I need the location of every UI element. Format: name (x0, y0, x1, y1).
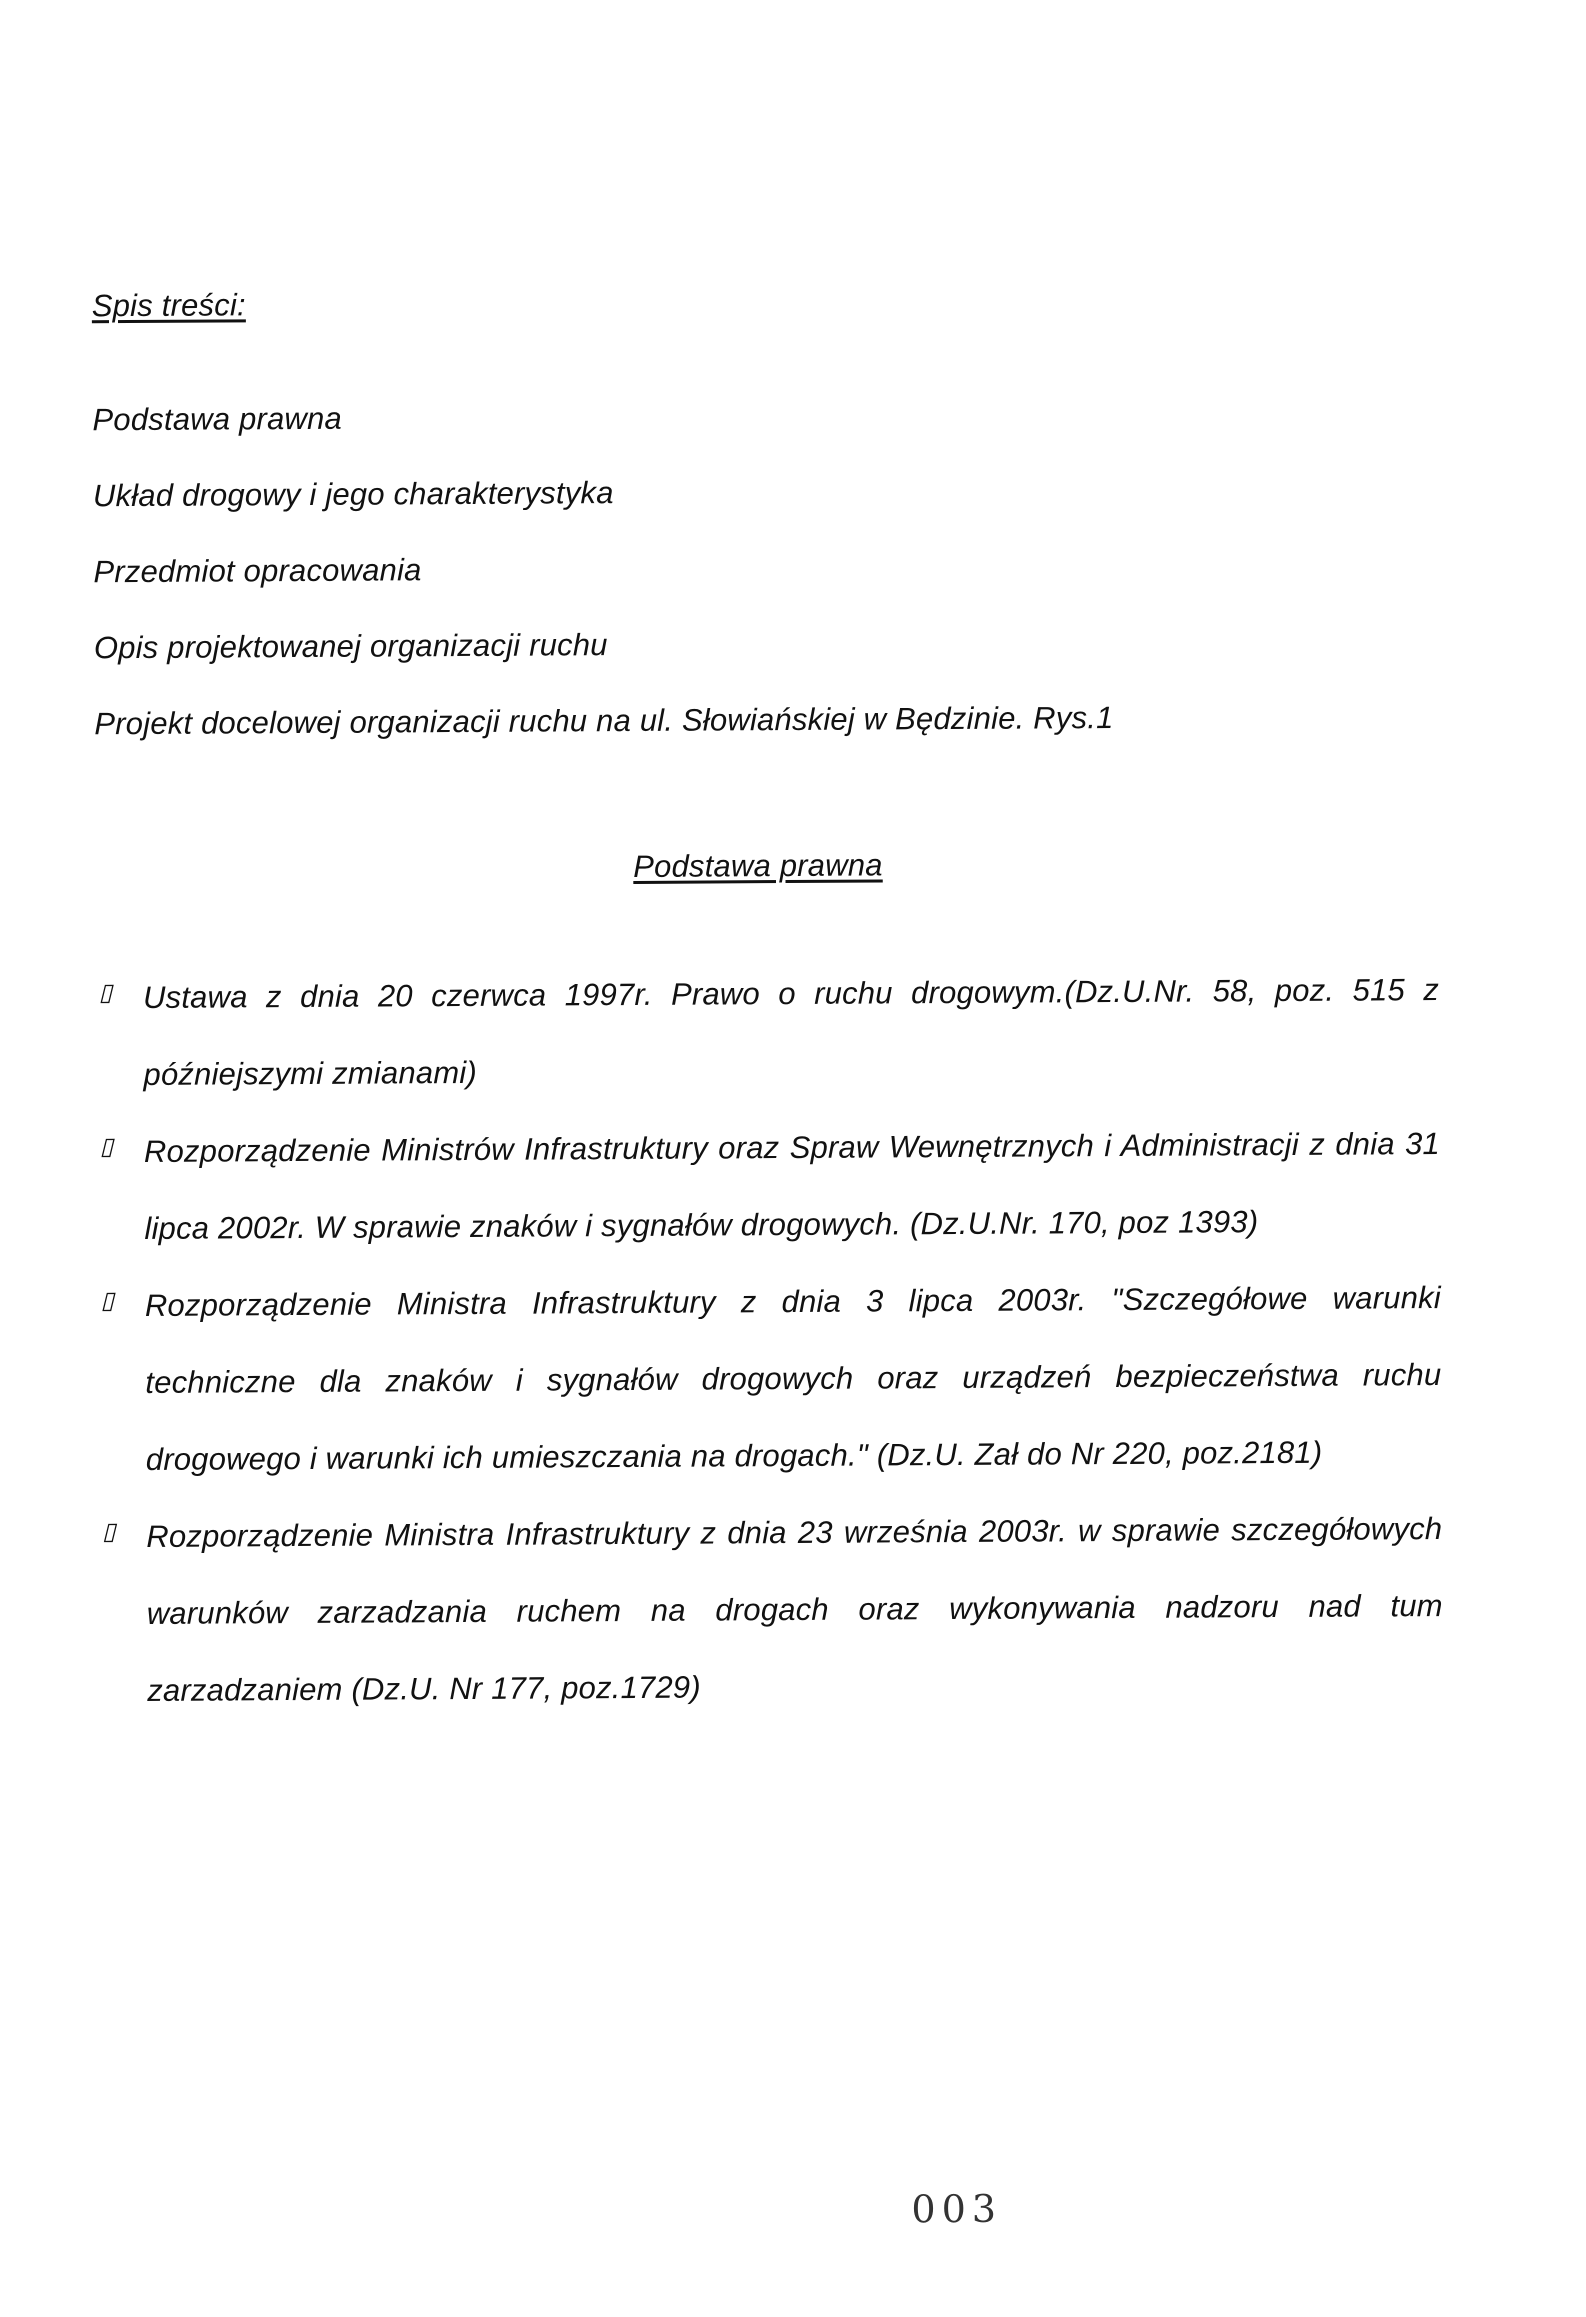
legal-basis-list (99, 951, 1444, 1729)
toc-item: Projekt docelowej organizacji ruchu na ul. Słowiańskiej w Będzinie. Rys.1 (94, 700, 1114, 742)
bullet-icon: ▯ (100, 1287, 115, 1315)
list-item-text: Rozporządzenie Ministra Infrastruktury z dnia 3 lipca 2003r. "Szczegółowe warunki techniczne dla znaków i sygnałów drogowych oraz urządzeń bezpieczeństwa ruchu drogowego i warunki ich umieszczania na drogach." (Dz.U. Zał do Nr 220, poz.2181) (144, 1280, 1442, 1477)
toc-item: Podstawa prawna (92, 400, 343, 438)
list-item-text: Rozporządzenie Ministra Infrastruktury z dnia 23 września 2003r. w sprawie szczegółowych warunków zarzadzania ruchem na drogach oraz wykonywania nadzoru nad tum zarzadzaniem (Dz.U. Nr 177, poz.1729) (146, 1511, 1443, 1708)
bullet-icon: ▯ (98, 979, 113, 1007)
list-item-text: Rozporządzenie Ministrów Infrastruktury oraz Spraw Wewnętrznych i Administracji z dnia 31 lipca 2002r. W sprawie znaków i sygnałów drogowych. (Dz.U.Nr. 170, poz 1393) (143, 1126, 1441, 1246)
list-item (100, 1105, 1441, 1267)
toc-item: Układ drogowy i jego charakterystyka (92, 475, 614, 514)
list-item (102, 1490, 1443, 1729)
list-item-text: Ustawa z dnia 20 czerwca 1997r. Prawo o ruchu drogowym.(Dz.U.Nr. 58, poz. 515 z późniejszymi zmianami) (142, 972, 1440, 1092)
section-heading: Podstawa prawna (633, 847, 883, 884)
toc-item: Opis projektowanej organizacji ruchu (93, 627, 608, 666)
page-number: 003 (911, 2186, 1003, 2232)
bullet-icon: ▯ (99, 1133, 114, 1161)
list-item (99, 951, 1440, 1113)
toc-title: Spis treści: (91, 287, 246, 324)
bullet-icon: ▯ (102, 1518, 116, 1546)
toc-item: Przedmiot opracowania (93, 552, 422, 590)
toc-list (92, 394, 1113, 780)
list-item (101, 1259, 1442, 1498)
